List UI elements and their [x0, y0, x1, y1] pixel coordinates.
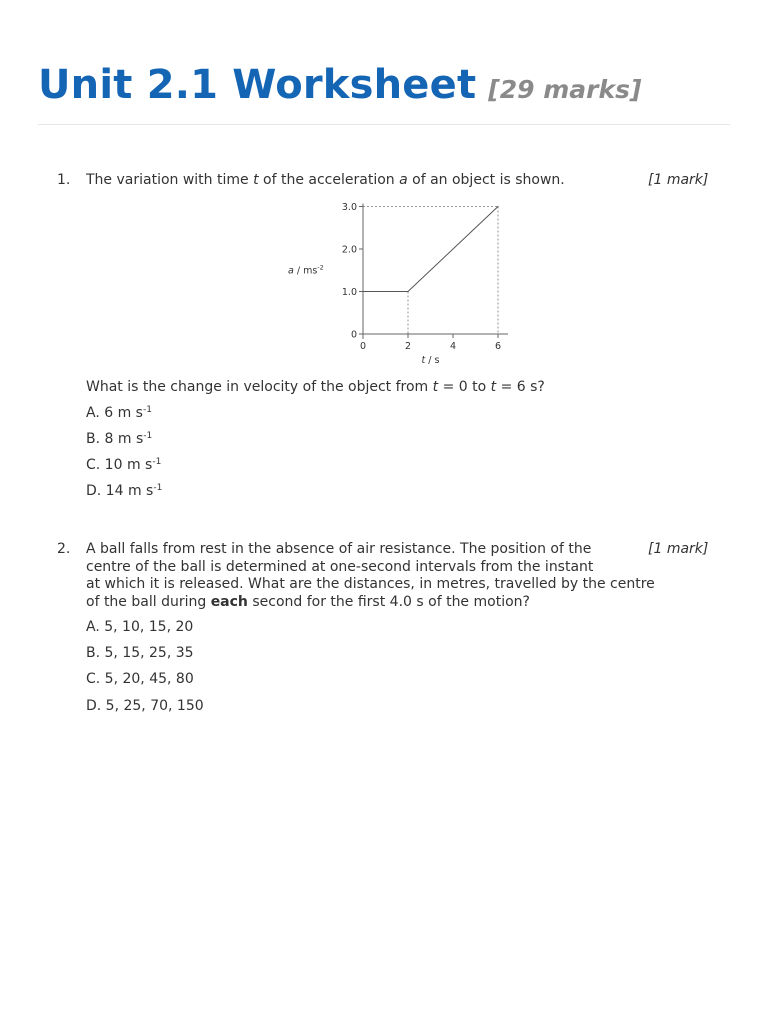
y-tick-label: 3.0 [341, 202, 357, 213]
x-tick-label: 4 [449, 341, 457, 352]
y-axis-label: a / $ms^{-2}$ [288, 263, 324, 277]
question-2-text: A ball falls from rest in the absence of air resistance. The position of the centre of the ball is determined at one-second intervals from the instant at which it is released. What are the distances, in metres, travelled by the centre of the ball during each second for the first 4.0 s of the motion? [86, 541, 655, 610]
question-2-number: 2. [57, 541, 71, 557]
question-1-marks: [1 mark] [648, 172, 709, 188]
y-tick-label: 0 [350, 329, 357, 341]
x-tick-label: 6 [494, 341, 502, 352]
x-tick-label: 2 [404, 341, 412, 352]
question-1-option-a[interactable]: A. 6 m $s^{-1}$ [86, 405, 152, 421]
data-point [497, 206, 498, 207]
question-1-number: 1. [57, 172, 71, 188]
question-2-option-a[interactable]: A. 5, 10, 15, 20 [86, 619, 194, 635]
question-2-marks: [1 mark] [648, 541, 709, 557]
chart-svg [286, 196, 512, 368]
acceleration-time-graph [286, 196, 512, 372]
question-1-option-c[interactable]: C. 10 m $s^{-1}$ [86, 457, 162, 473]
page-title [38, 62, 641, 108]
question-1-text: The variation with time t of the acceleration a of an object is shown. [86, 172, 565, 188]
question-1-prompt: What is the change in velocity of the object from t = 0 to t = 6 s? [86, 379, 545, 395]
question-1-option-b[interactable]: B. 8 m $s^{-1}$ [86, 431, 153, 447]
x-tick-label: 0 [359, 341, 367, 352]
x-axis-label: t / s [421, 355, 440, 366]
y-tick-label: 2.0 [341, 244, 357, 256]
title-divider [38, 124, 730, 125]
data-point [407, 291, 408, 292]
chart-background [286, 196, 512, 368]
total-marks: [29 marks] [488, 75, 642, 104]
question-2-option-d[interactable]: D. 5, 25, 70, 150 [86, 698, 204, 714]
question-2-option-b[interactable]: B. 5, 15, 25, 35 [86, 645, 194, 661]
y-tick-label: 1.0 [341, 287, 357, 298]
data-point [362, 291, 363, 292]
question-2-option-c[interactable]: C. 5, 20, 45, 80 [86, 671, 194, 687]
worksheet-title: Unit 2.1 Worksheet [38, 62, 477, 108]
question-1-option-d[interactable]: D. 14 m $s^{-1}$ [86, 483, 163, 499]
